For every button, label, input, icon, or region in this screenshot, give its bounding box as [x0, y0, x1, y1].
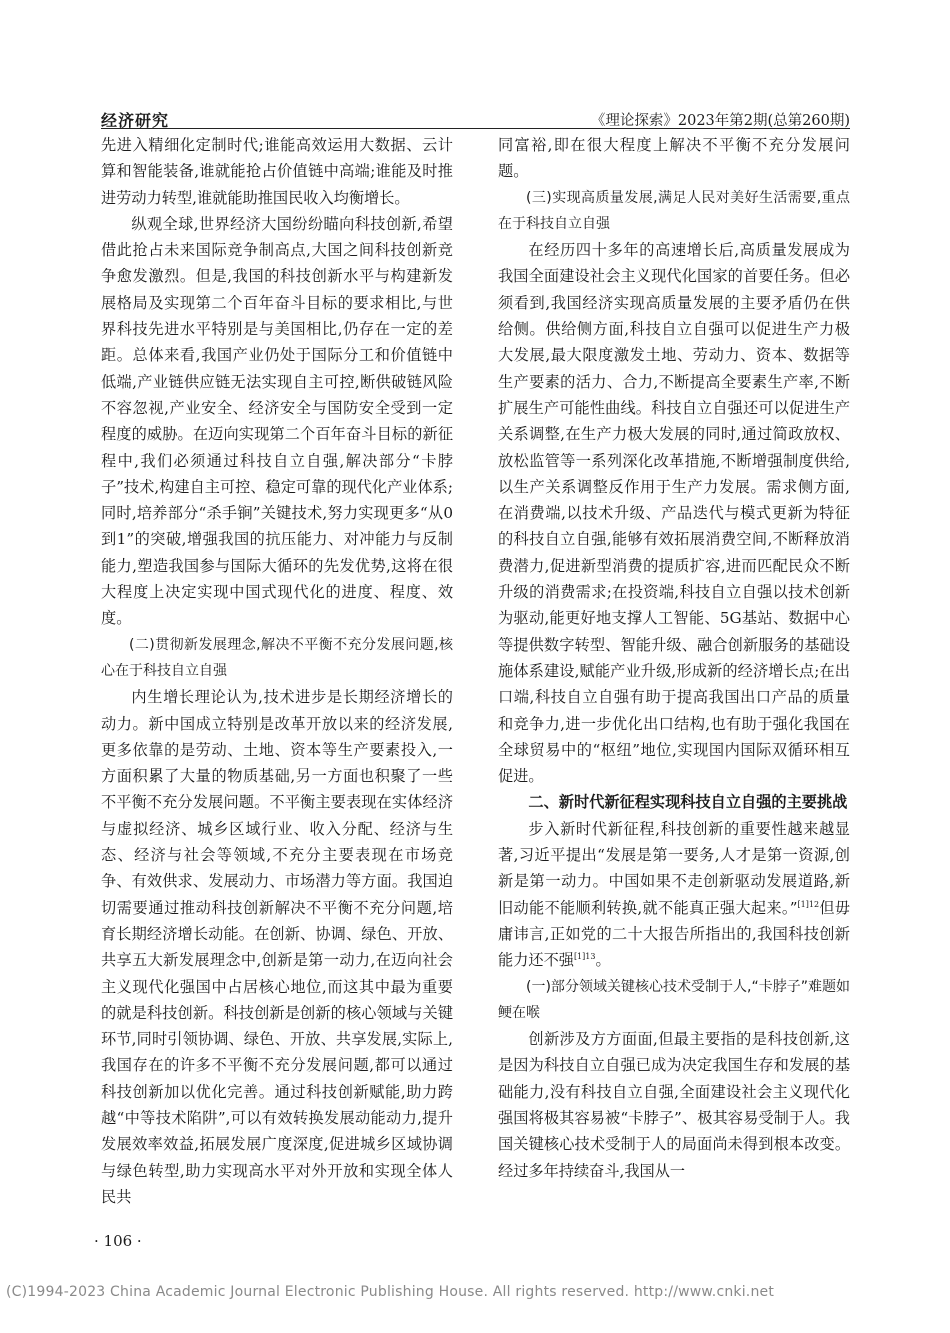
citation: [1]12 — [797, 899, 820, 909]
paragraph-text: 但毋庸讳言,正如党的二十大报告所指出的,我国科技创新能力还不强 — [498, 898, 851, 970]
paragraph: 先进入精细化定制时代;谁能高效运用大数据、云计算和智能装备,谁就能抢占价值链中高端;谁能及时推进劳动力转型,谁就能助推国民收入均衡增长。 — [101, 136, 453, 207]
paragraph — [498, 816, 850, 974]
left-column — [101, 132, 453, 1210]
header-rule — [101, 128, 850, 129]
paragraph-text: 。 — [595, 951, 611, 970]
paragraph: 纵观全球,世界经济大国纷纷瞄向科技创新,希望借此抢占未来国际竞争制高点,大国之间科技创新竞争愈发激烈。但是,我国的科技创新水平与构建新发展格局及实现第二个百年奋斗目标的要求相比,与世界科技先进水平特别是与美国相比,仍存在一定的差距。总体来看,我国产业仍处于国际分工和价值链中低端,产业链供应链无法实现自主可控,断供破链风险不容忽视,产业安全、经济安全与国防安全受到一定程度的威胁。在迈向实现第二个百年奋斗目标的新征程中,我们必须通过科技自立自强,解决部分“卡脖子”技术,构建自主可控、稳定可靠的现代化产业体系;同时,培养部分“杀手锏”关键技术,努力实现更多“从0到1”的突破,增强我国的抗压能力、对冲能力与反制能力,塑造我国参与国际大循环的先发优势,这将在很大程度上决定实现中国式现代化的进度、程度、效度。 — [101, 214, 453, 628]
header-section: 经济研究 — [101, 111, 170, 130]
paragraph: 在经历四十多年的高速增长后,高质量发展成为我国全面建设社会主义现代化国家的首要任务。但必须看到,我国经济实现高质量发展的主要矛盾仍在供给侧。供给侧方面,科技自立自强可以促进生产力极大发展,最大限度激发土地、劳动力、资本、数据等生产要素的活力、合力,不断提高全要素生产率,不断扩展生产可能性曲线。科技自立自强还可以促进生产关系调整,在生产力极大发展的同时,通过简政放权、放松监管等一系列深化改革措施,不断增强制度供给,以生产关系调整反作用于生产力发展。需求侧方面,在消费端,以技术升级、产品迭代与模式更新为特征的科技自立自强,能够有效拓展消费空间,不断释放消费潜力,促进新型消费的提质扩容,进而匹配民众不断升级的消费需求;在投资端,科技自立自强以技术创新为驱动,能更好地支撑人工智能、5G基站、数据中心等提供数字转型、智能升级、融合创新服务的基础设施体系建设,赋能产业升级,形成新的经济增长点;在出口端,科技自立自强有助于提高我国出口产品的质量和竞争力,进一步优化出口结构,也有助于强化我国在全球贸易中的“枢纽”地位,实现国内国际双循环相互促进。 — [498, 241, 850, 786]
citation: [1]13 — [573, 952, 596, 962]
copyright-footer: (C)1994-2023 China Academic Journal Electronic Publishing House. All rights reserved. http://www.cnki.net — [6, 1284, 775, 1300]
paragraph-text: 步入新时代新征程,科技创新的重要性越来越显著,习近平提出“发展是第一要务,人才是第一资源,创新是第一动力。中国如果不走创新驱动发展道路,新旧动能不能顺利转换,就不能真正强大起来。” — [498, 819, 850, 917]
subsection-heading: (一)部分领域关键核心技术受制于人,“卡脖子”难题如鲠在喉 — [498, 978, 850, 1021]
right-column — [498, 132, 850, 1184]
subsection-heading: (三)实现高质量发展,满足人民对美好生活需要,重点在于科技自立自强 — [498, 189, 850, 232]
paragraph: 同富裕,即在很大程度上解决不平衡不充分发展问题。 — [498, 136, 850, 181]
section-heading: 二、新时代新征程实现科技自立自强的主要挑战 — [528, 793, 848, 812]
paragraph: 内生增长理论认为,技术进步是长期经济增长的动力。新中国成立特别是改革开放以来的经济发展,更多依靠的是劳动、土地、资本等生产要素投入,一方面积累了大量的物质基础,另一方面也积聚了一些不平衡不充分发展问题。不平衡主要表现在实体经济与虚拟经济、城乡区域行业、收入分配、经济与生态、经济与社会等领域,不充分主要表现在市场竞争、有效供求、发展动力、市场潜力等方面。我国迫切需要通过推动科技创新解决不平衡不充分问题,培育长期经济增长动能。在创新、协调、绿色、开放、共享五大新发展理念中,创新是第一动力,在迈向社会主义现代化强国中占居核心地位,而这其中最为重要的就是科技创新。科技创新是创新的核心领域与关键环节,同时引领协调、绿色、开放、共享发展,实际上,我国存在的许多不平衡不充分发展问题,都可以通过科技创新加以优化完善。通过科技创新赋能,助力跨越“中等技术陷阱”,可以有效转换发展动能动力,提升发展效率效益,拓展发展广度深度,促进城乡区域协调与绿色转型,助力实现高水平对外开放和实现全体人民共 — [101, 688, 453, 1206]
paragraph: 创新涉及方方面面,但最主要指的是科技创新,这是因为科技自立自强已成为决定我国生存和发展的基础能力,没有科技自立自强,全面建设社会主义现代化强国将极其容易被“卡脖子”、极其容易受制于人。我国关键核心技术受制于人的局面尚未得到根本改变。经过多年持续奋斗,我国从一 — [498, 1030, 850, 1180]
header-journal: 《理论探索》2023年第2期(总第260期) — [590, 113, 850, 129]
subsection-heading: (二)贯彻新发展理念,解决不平衡不充分发展问题,核心在于科技自立自强 — [101, 636, 453, 679]
page-number: · 106 · — [94, 1232, 142, 1250]
